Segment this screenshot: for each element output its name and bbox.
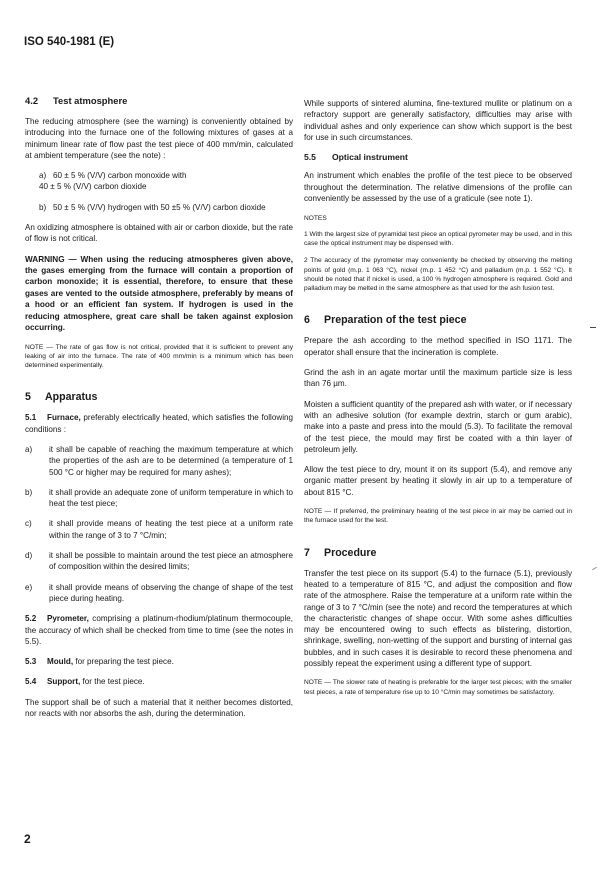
section-number: 7 bbox=[304, 546, 310, 559]
note: 1 With the largest size of pyramidal test piece an optical pyrometer may be used, and in this case the optical instrument may be dispensed with. bbox=[304, 230, 572, 247]
section-title: Procedure bbox=[324, 546, 377, 559]
subsection-number: 5.1 bbox=[25, 413, 37, 423]
section-number: 4.2 bbox=[25, 95, 39, 106]
paragraph: Moisten a sufficient quantity of the prepared ash with water, or if necessary with an adhesive solution (for example dextrin, starch or gum arabic), make into a paste and press into the mould (5.3). To facilitate the removal of the test piece, the mould may first be coated with a thin layer of petroleum jelly. bbox=[304, 399, 572, 454]
list-text: 40 ± 5 % (V/V) carbon dioxide bbox=[39, 182, 147, 192]
paragraph: While supports of sintered alumina, fine-textured mullite or platinum on a refractory support are generally satisfactory, difficulties may arise with individual ashes and only experience can show which support is the best for use in such circumstances. bbox=[304, 99, 572, 142]
subsection-5-1 bbox=[25, 412, 293, 435]
paragraph: The reducing atmosphere (see the warning) is conveniently obtained by introducing into the furnace one of the following mixtures of gases at a minimum linear rate of flow past the test piece of 400 mm/min, calculated at ambient temperature (see the note) : bbox=[25, 117, 293, 160]
list-item bbox=[25, 444, 293, 478]
right-column bbox=[304, 98, 572, 705]
list-item bbox=[25, 550, 293, 573]
note: 2 The accuracy of the pyrometer may conveniently be checked by observing the melting points of gold (m.p. 1 063 °C), nickel (m.p. 1 452 °C) and palladium (m.p. 1 552 °C). It should be noted that if nickel is used, a 100 % hydrogen atmosphere is required. Gold and palladium may be melted in the same atmosphere as that used for the ash fusion test. bbox=[304, 257, 572, 293]
section-5-heading bbox=[25, 390, 293, 404]
list-item bbox=[25, 170, 293, 193]
notes-title: NOTES bbox=[304, 215, 327, 223]
section-title: Preparation of the test piece bbox=[324, 314, 467, 327]
margin-mark bbox=[590, 327, 596, 328]
subsection-text: for the test piece. bbox=[80, 677, 145, 687]
paragraph: Transfer the test piece on its support (5.4) to the furnace (5.1), previously heated to a temperature of 815 °C, and adjust the composition and flow rate of the atmosphere. Raise the temperature at a uniform rate within the range of 3 to 7 °C/min (see the note) and record the temperatures at which the characteristic changes of shape occur. With some ashes difficulties may be encountered owing to such effects as blistering, distortion, shrinkage, swelling, non-wetting of the support and bursting of internal gas bubbles, and in such cases it is desirable to record these phenomena and possibly repeat the experiment using a different type of support. bbox=[304, 568, 572, 668]
section-number: 5.5 bbox=[304, 152, 316, 163]
subsection-text: preferably electrically heated, which satisfies the following conditions : bbox=[25, 413, 293, 434]
list-key: d) bbox=[25, 551, 33, 561]
list-key: a) bbox=[25, 445, 33, 454]
list-text: it shall provide means of observing the change of shape of the test piece during heating. bbox=[49, 582, 293, 603]
paragraph: The support shall be of such a material that it neither becomes distorted, nor reacts with nor absorbs the ash, during the determination. bbox=[25, 697, 293, 719]
margin-mark bbox=[592, 567, 597, 570]
list-text: it shall provide an adequate zone of uniform temperature in which to heat the test piece; bbox=[49, 487, 293, 509]
list-key: b) bbox=[39, 202, 47, 212]
warning-paragraph: WARNING — When using the reducing atmospheres given above, the gases emerging from the furnace will contain a proportion of carbon monoxide; it is essential, therefore, to ensure that these gases are vented to the outside atmosphere, preferably by means of a hood or an efficient fan system. If hydrogen is used in the reducing atmosphere, great care shall be taken against explosion occurring. bbox=[25, 254, 293, 333]
subsection-text: comprising a platinum-rhodium/platinum thermocouple, the accuracy of which shall be checked from time to time (see the notes in 5.5). bbox=[25, 614, 293, 646]
section-7-heading bbox=[304, 546, 572, 560]
section-6-heading bbox=[304, 313, 572, 327]
section-title: Test atmosphere bbox=[53, 95, 128, 106]
subsection-lead: Mould, bbox=[47, 657, 74, 667]
list-text: it shall be possible to maintain around the test piece an atmosphere of composition within the desired limits; bbox=[49, 551, 293, 572]
note: NOTE — The rate of gas flow is not critical, provided that it is sufficient to prevent any leaking of air into the furnace. The rate of 400 mm/min is a minimum which has been determined experimentally. bbox=[25, 343, 293, 370]
section-number: 6 bbox=[304, 314, 310, 327]
subsection-5-3 bbox=[25, 656, 293, 667]
subsection-lead: Pyrometer, bbox=[47, 614, 89, 624]
list-text: 50 ± 5 % (V/V) hydrogen with 50 ±5 % (V/V) carbon dioxide bbox=[53, 202, 266, 212]
subsection-5-2 bbox=[25, 613, 293, 647]
paragraph: An instrument which enables the profile of the test piece to be observed throughout the determination. The relative dimensions of the profile can conveniently be assessed by the use of a graticule (see note 1). bbox=[304, 171, 572, 204]
note: NOTE — The slower rate of heating is preferable for the larger test pieces; with the smaller test pieces, a rate of temperature rise up to 10 °C/min may sometimes be satisfactory. bbox=[304, 679, 572, 696]
subsection-lead: Furnace, bbox=[47, 413, 81, 423]
list-item bbox=[25, 487, 293, 510]
page-number: 2 bbox=[24, 832, 31, 846]
subsection-number: 5.3 bbox=[25, 657, 37, 667]
subsection-text: for preparing the test piece. bbox=[73, 657, 174, 667]
list-text: 60 ± 5 % (V/V) carbon monoxide with bbox=[53, 171, 187, 181]
list-key: e) bbox=[25, 582, 33, 592]
subsection-lead: Support, bbox=[47, 677, 81, 687]
list-key: a) bbox=[39, 171, 47, 181]
note: NOTE — If preferred, the preliminary heating of the test piece in air may be carried out in the furnace used for the test. bbox=[304, 508, 572, 525]
section-title: Optical instrument bbox=[332, 152, 408, 163]
paragraph: Grind the ash in an agate mortar until the maximum particle size is less than 76 µm. bbox=[304, 368, 572, 389]
paragraph: Prepare the ash according to the method specified in ISO 1171. The operator shall ensure that the incineration is complete. bbox=[304, 336, 572, 357]
list-key: b) bbox=[25, 487, 33, 497]
subsection-number: 5.2 bbox=[25, 614, 37, 624]
paragraph: An oxidizing atmosphere is obtained with air or carbon dioxide, but the rate of flow is not critical. bbox=[25, 223, 293, 244]
list-text: it shall provide means of heating the test piece at a uniform rate within the range of 3 to 7 °C/min; bbox=[49, 519, 293, 540]
list-item bbox=[25, 582, 293, 605]
paragraph: Allow the test piece to dry, mount it on its support (5.4), and remove any organic matter present by heating it slowly in air up to a temperature of about 815 °C. bbox=[304, 465, 572, 497]
list-key: c) bbox=[25, 519, 32, 529]
section-5-5-heading bbox=[304, 152, 572, 163]
document-header: ISO 540-1981 (E) bbox=[24, 36, 115, 48]
section-number: 5 bbox=[25, 391, 31, 404]
list-text: it shall be capable of reaching the maximum temperature at which the properties of the ash are to be determined (a temperature of 1 500 °C or higher may be required for many ashes); bbox=[49, 445, 293, 477]
left-column bbox=[25, 94, 293, 728]
subsection-5-4 bbox=[25, 676, 293, 687]
subsection-number: 5.4 bbox=[25, 677, 37, 687]
section-title: Apparatus bbox=[45, 391, 98, 404]
list-item bbox=[25, 202, 293, 213]
list-item bbox=[25, 518, 293, 541]
section-4-2-heading bbox=[25, 94, 293, 108]
